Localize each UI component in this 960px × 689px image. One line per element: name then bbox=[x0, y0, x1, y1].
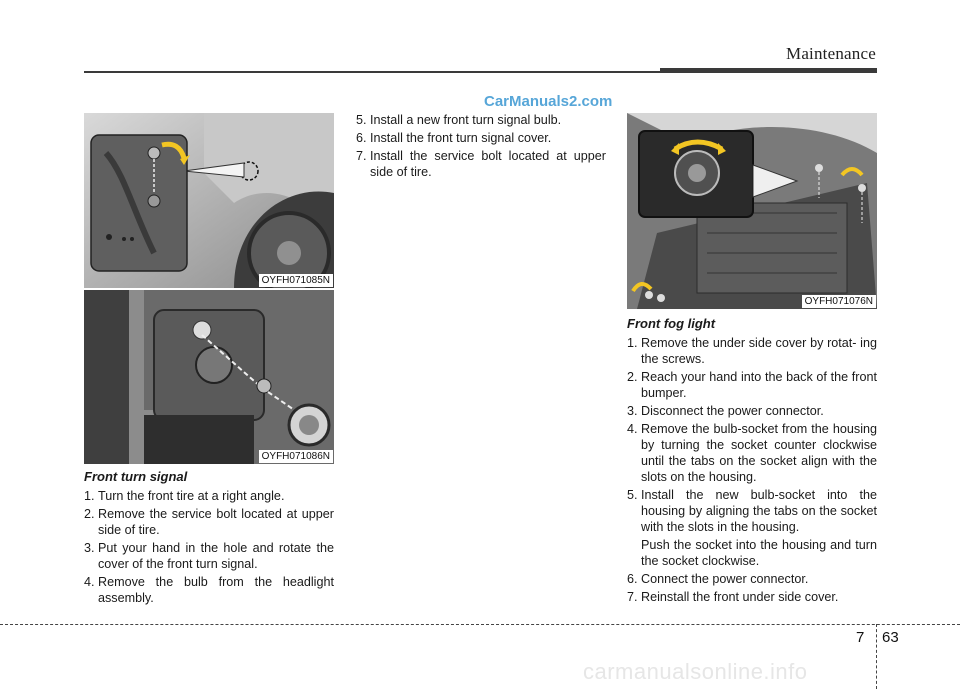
figure-turn-signal-cover bbox=[84, 290, 334, 464]
fog-light-step bbox=[627, 571, 877, 587]
turn-signal-step bbox=[84, 574, 334, 606]
fog-light-step bbox=[627, 369, 877, 401]
fog-light-step bbox=[627, 403, 877, 419]
step-number: 3. bbox=[84, 541, 95, 555]
figure-fender-service-bolt bbox=[84, 113, 334, 288]
page-number: 63 bbox=[882, 629, 899, 646]
figure-code: OYFH071086N bbox=[259, 450, 333, 463]
turn-signal-step bbox=[356, 112, 606, 128]
fog-light-step bbox=[627, 589, 877, 605]
turn-signal-step bbox=[84, 506, 334, 538]
step-number: 5. bbox=[627, 488, 638, 502]
fender-illustration bbox=[84, 113, 334, 288]
step-number: 6. bbox=[356, 131, 367, 145]
figure-fog-light-under-cover bbox=[627, 113, 877, 309]
step-text: Remove the service bolt located at upper side of tire. bbox=[98, 507, 334, 537]
fog-light-illustration bbox=[627, 113, 877, 309]
figure-code: OYFH071085N bbox=[259, 274, 333, 287]
turn-signal-step bbox=[84, 540, 334, 572]
step-number: 2. bbox=[84, 507, 95, 521]
fog-light-step-note bbox=[627, 537, 877, 569]
turn-signal-step bbox=[356, 148, 606, 180]
step-number: 2. bbox=[627, 370, 638, 384]
footer-dashed-divider bbox=[876, 624, 877, 689]
step-number: 7. bbox=[627, 590, 638, 604]
step-text: Push the socket into the housing and turn the socket clockwise. bbox=[641, 538, 877, 568]
step-number: 4. bbox=[84, 575, 95, 589]
step-number: 1. bbox=[84, 489, 95, 503]
step-text: Remove the bulb from the headlight assembly. bbox=[98, 575, 334, 605]
step-number: 3. bbox=[627, 404, 638, 418]
step-text: Install the front turn signal cover. bbox=[370, 131, 552, 145]
turn-signal-heading: Front turn signal bbox=[84, 469, 188, 484]
step-number: 4. bbox=[627, 422, 638, 436]
header-rule-thin bbox=[84, 71, 662, 73]
turn-signal-cover-illustration bbox=[84, 290, 334, 464]
header-rule-thick bbox=[660, 68, 877, 73]
chapter-number: 7 bbox=[856, 629, 865, 646]
step-text: Remove the bulb-socket from the housing by turning the socket counter clockwise until the tabs on the socket align with the slots on the housing. bbox=[641, 422, 877, 484]
step-text: Connect the power connector. bbox=[641, 572, 809, 586]
fog-light-column bbox=[627, 316, 877, 607]
step-text: Install the new bulb-socket into the housing by aligning the tabs on the socket with the slots in the housing. bbox=[641, 488, 877, 534]
turn-signal-step bbox=[356, 130, 606, 146]
step-number: 1. bbox=[627, 336, 638, 350]
watermark-bottom[interactable]: carmanualsonline.info bbox=[583, 659, 808, 684]
figure-code: OYFH071076N bbox=[802, 295, 876, 308]
step-number: 6. bbox=[627, 572, 638, 586]
step-text: Reach your hand into the back of the front bumper. bbox=[641, 370, 877, 400]
step-number: 7. bbox=[356, 149, 367, 163]
footer-dashed-rule bbox=[0, 624, 960, 625]
watermark-top[interactable]: CarManuals2.com bbox=[484, 93, 613, 110]
turn-signal-column-continued bbox=[356, 112, 606, 182]
fog-light-step bbox=[627, 421, 877, 485]
step-text: Reinstall the front under side cover. bbox=[641, 590, 839, 604]
fog-light-step bbox=[627, 335, 877, 367]
step-text: Disconnect the power connector. bbox=[641, 404, 824, 418]
fog-light-step bbox=[627, 487, 877, 535]
fog-light-heading: Front fog light bbox=[627, 316, 716, 331]
turn-signal-step bbox=[84, 488, 334, 504]
step-text: Put your hand in the hole and rotate the cover of the front turn signal. bbox=[98, 541, 334, 571]
section-title: Maintenance bbox=[786, 44, 876, 63]
step-text: Remove the under side cover by rotat- ing the screws. bbox=[641, 336, 877, 366]
step-number bbox=[627, 537, 641, 569]
turn-signal-column bbox=[84, 469, 334, 608]
step-text: Turn the front tire at a right angle. bbox=[98, 489, 285, 503]
step-number: 5. bbox=[356, 113, 367, 127]
step-text: Install a new front turn signal bulb. bbox=[370, 113, 562, 127]
step-text: Install the service bolt located at upper side of tire. bbox=[370, 149, 606, 179]
